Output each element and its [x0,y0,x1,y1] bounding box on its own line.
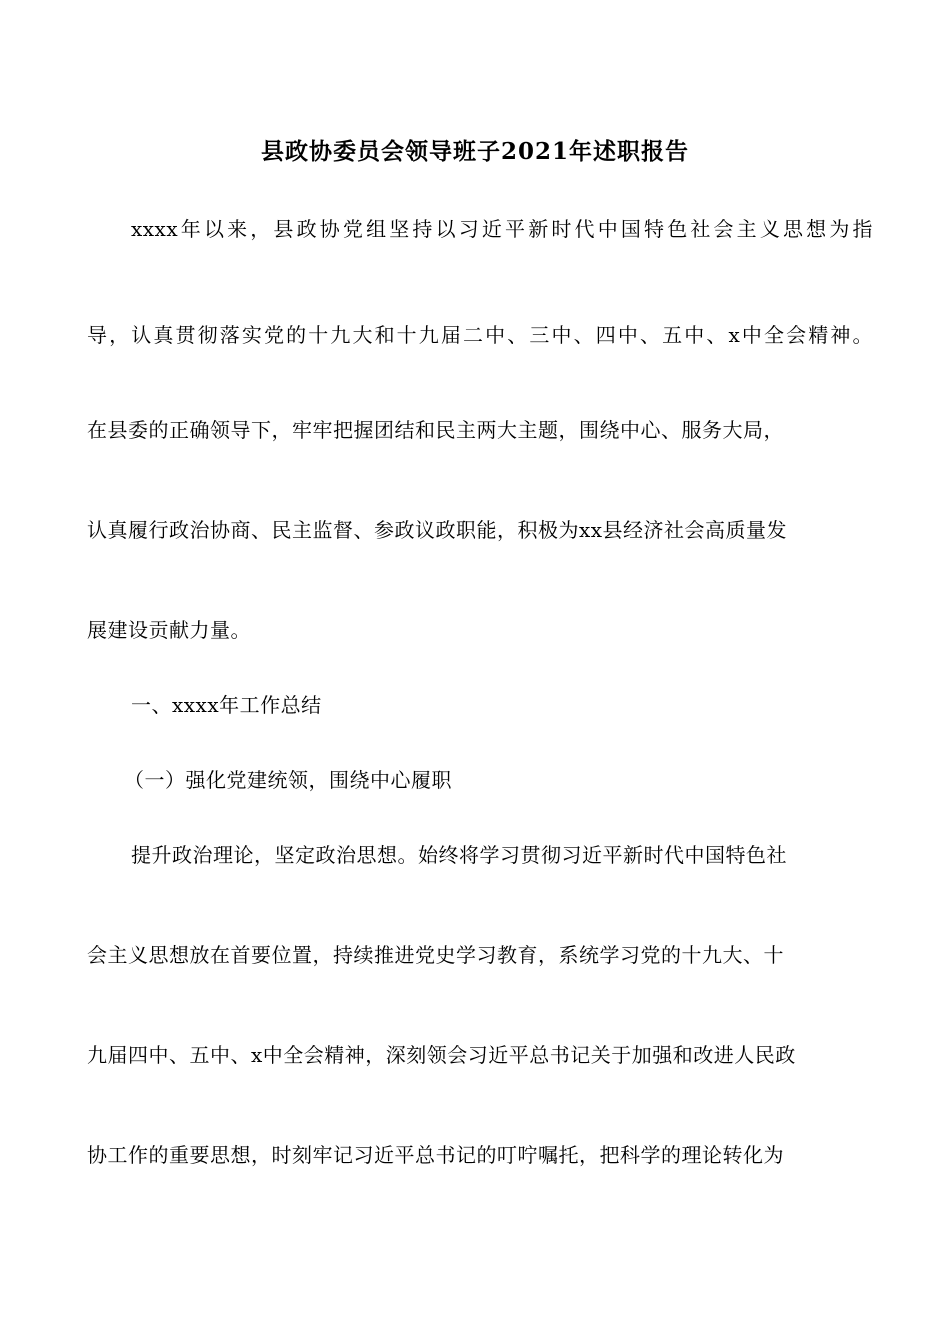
paragraph1-line-1: xxxx年以来，县政协党组坚持以习近平新时代中国特色社会主义思想为指 [131,217,873,241]
section-heading-1: 一、xxxx年工作总结 [131,693,322,717]
document-title: 县政协委员会领导班子2021年述职报告 [260,138,689,165]
paragraph1-line-2: 导，认真贯彻落实党的十九大和十九届二中、三中、四中、五中、x中全会精神。 [87,323,873,347]
paragraph1-line-5: 展建设贡献力量。 [87,618,251,642]
paragraph1-line-4: 认真履行政治协商、民主监督、参政议政职能，积极为xx县经济社会高质量发 [87,518,788,542]
section-heading-2: （一）强化党建统领，围绕中心履职 [124,768,452,792]
paragraph2-line-3: 九届四中、五中、x中全会精神，深刻领会习近平总书记关于加强和改进人民政 [87,1043,796,1067]
paragraph2-line-4: 协工作的重要思想，时刻牢记习近平总书记的叮咛嘱托，把科学的理论转化为 [87,1143,784,1167]
paragraph2-line-2: 会主义思想放在首要位置，持续推进党史学习教育，系统学习党的十九大、十 [87,943,784,967]
paragraph1-line-3: 在县委的正确领导下，牢牢把握团结和民主两大主题，围绕中心、服务大局， [87,418,784,442]
paragraph2-line-1: 提升政治理论，坚定政治思想。始终将学习贯彻习近平新时代中国特色社 [131,843,787,867]
